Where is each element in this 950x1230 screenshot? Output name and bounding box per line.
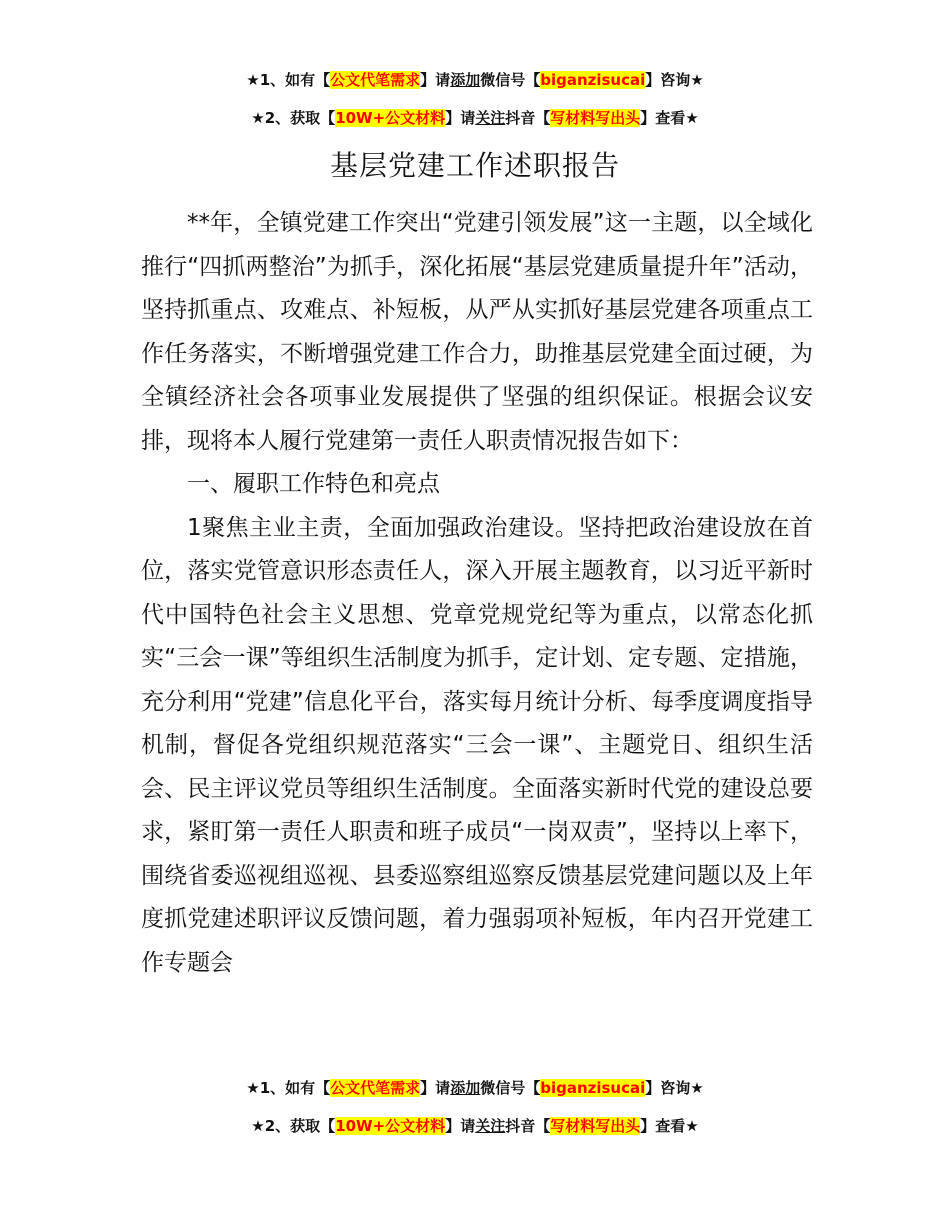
promo-text: 】请: [445, 109, 476, 127]
promo-prefix: ★1、如有【: [246, 71, 331, 89]
promo-suffix: 】查看★: [640, 1117, 699, 1135]
document-title: 基层党建工作述职报告: [329, 149, 620, 182]
promo-text: 微信号【: [480, 1079, 541, 1097]
promo-underlined: 添加: [450, 71, 481, 89]
promo-line-bottom-2: [0, 1114, 950, 1138]
promo-line-bottom-1: [0, 1076, 950, 1100]
document-body: [141, 202, 813, 985]
paragraph-intro: **年，全镇党建工作突出“党建引领发展”这一主题，以全域化推行“四抓两整治”为抓手，深化拓展“基层党建质量提升年”活动，坚持抓重点、攻难点、补短板，从严从实抓好基层党建各项重点工作任务落实，不断增强党建工作合力，助推基层党建全面过硬，为全镇经济社会各项事业发展提供了坚强的组织保证。根据会议安排，现将本人履行党建第一责任人职责情况报告如下：: [141, 210, 813, 454]
promo-text: 微信号【: [480, 71, 541, 89]
promo-douyin-id: 写材料写出头: [550, 1117, 641, 1135]
promo-suffix: 】查看★: [640, 109, 699, 127]
promo-prefix: ★1、如有【: [246, 1079, 331, 1097]
promo-prefix: ★2、获取【: [251, 109, 336, 127]
promo-text: 抖音【: [505, 1117, 551, 1135]
promo-douyin-id: 写材料写出头: [550, 109, 641, 127]
promo-highlight: 10W+公文材料: [335, 1117, 446, 1135]
promo-highlight: 10W+公文材料: [335, 109, 446, 127]
paragraph-section-1: 1聚焦主业主责，全面加强政治建设。坚持把政治建设放在首位，落实党管意识形态责任人，深入开展主题教育，以习近平新时代中国特色社会主义思想、党章党规党纪等为重点，以常态化抓实“三会一课”等组织生活制度为抓手，定计划、定专题、定措施，充分利用“党建”信息化平台，落实每月统计分析、每季度调度指导机制，督促各党组织规范落实“三会一课”、主题党日、组织生活会、民主评议党员等组织生活制度。全面落实新时代党的建设总要求，紧盯第一责任人职责和班子成员“一岗双责”，坚持以上率下，围绕省委巡视组巡视、县委巡察组巡察反馈基层党建问题以及上年度抓党建述职评议反馈问题，着力强弱项补短板，年内召开党建工作专题会: [141, 514, 813, 976]
promo-underlined: 添加: [450, 1079, 481, 1097]
promo-suffix: 】咨询★: [645, 71, 704, 89]
promo-highlight: 公文代笔需求: [330, 1079, 421, 1097]
promo-underlined: 关注: [475, 1117, 506, 1135]
promo-line-top-1: [0, 68, 950, 92]
promo-text: 】请: [420, 71, 451, 89]
promo-wechat-id: biganzisucai: [540, 71, 646, 89]
promo-line-top-2: [0, 106, 950, 130]
promo-prefix: ★2、获取【: [251, 1117, 336, 1135]
promo-highlight: 公文代笔需求: [330, 71, 421, 89]
promo-wechat-id: biganzisucai: [540, 1079, 646, 1097]
promo-text: 抖音【: [505, 109, 551, 127]
promo-text: 】请: [420, 1079, 451, 1097]
promo-underlined: 关注: [475, 109, 506, 127]
section-heading: 一、履职工作特色和亮点: [187, 471, 440, 497]
promo-suffix: 】咨询★: [645, 1079, 704, 1097]
promo-text: 】请: [445, 1117, 476, 1135]
